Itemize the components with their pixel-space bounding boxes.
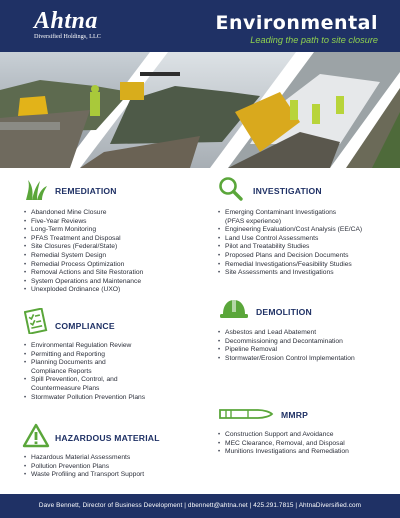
list-item: • Land Use Control Assessments <box>218 235 362 244</box>
photo-banner <box>0 52 400 168</box>
list-item: • Remedial Process Optimization <box>24 261 143 270</box>
warning-icon <box>22 423 50 449</box>
list-item: • Spill Prevention, Control, and <box>24 376 145 385</box>
list-item: • Permitting and Reporting <box>24 351 145 360</box>
list-item: • Engineering Evaluation/Cost Analysis (EE/CA) <box>218 226 362 235</box>
list-item: • Environmental Regulation Review <box>24 342 145 351</box>
list-item: • Abandoned Mine Closure <box>24 209 143 218</box>
demolition-list <box>218 329 355 363</box>
list-item: • MEC Clearance, Removal, and Disposal <box>218 440 349 449</box>
list-item: • Site Closures (Federal/State) <box>24 243 143 252</box>
list-item: • Decommissioning and Decontamination <box>218 338 355 347</box>
company-logo <box>34 9 101 41</box>
list-item: • System Operations and Maintenance <box>24 278 143 287</box>
munition-icon <box>218 407 274 421</box>
investigation-list <box>218 209 362 278</box>
section-title-compliance: COMPLIANCE <box>55 321 115 331</box>
header-bar <box>0 0 400 52</box>
list-item: • Construction Support and Avoidance <box>218 431 349 440</box>
list-item: • Long-Term Monitoring <box>24 226 143 235</box>
remediation-list <box>24 209 143 295</box>
checklist-icon <box>24 308 48 334</box>
list-item: • Stormwater/Erosion Control Implementation <box>218 355 355 364</box>
list-item-continuation: Compliance Reports <box>31 367 92 375</box>
list-item: • Hazardous Material Assessments <box>24 454 144 463</box>
list-item: • Site Assessments and Investigations <box>218 269 362 278</box>
hardhat-icon <box>218 298 250 320</box>
list-item: • Pollution Prevention Plans <box>24 463 144 472</box>
list-item: • Pilot and Treatability Studies <box>218 243 362 252</box>
list-item-continuation: (PFAS experience) <box>225 217 282 225</box>
list-item: • Remedial Investigations/Feasibility Studies <box>218 261 362 270</box>
logo-subtitle: Diversified Holdings, LLC <box>34 33 101 40</box>
list-item: • Remedial System Design <box>24 252 143 261</box>
logo-wordmark: Ahtna <box>34 8 98 34</box>
section-title-hazardous-material: HAZARDOUS MATERIAL <box>55 433 160 443</box>
section-title-mmrp: MMRP <box>281 410 309 420</box>
list-item: • Emerging Contaminant Investigations <box>218 209 362 218</box>
footer-contact-text: Dave Bennett, Director of Business Development | dbennett@ahtna.net | 425.291.7815 | AhtnaDiversified.com <box>38 502 362 509</box>
list-item-continuation: Countermeasure Plans <box>31 384 100 392</box>
list-item: • Stormwater Pollution Prevention Plans <box>24 394 145 403</box>
list-item: • Proposed Plans and Decision Documents <box>218 252 362 261</box>
list-item: • Pipeline Removal <box>218 346 355 355</box>
footer-contact-bar <box>0 494 400 518</box>
list-item: • Unexploded Ordinance (UXO) <box>24 286 143 295</box>
page-tagline: Leading the path to site closure <box>250 35 378 45</box>
magnifier-icon <box>218 176 244 202</box>
list-item: • Removal Actions and Site Restoration <box>24 269 143 278</box>
list-item: • Munitions Investigations and Remediation <box>218 448 349 457</box>
list-item: • Five-Year Reviews <box>24 218 143 227</box>
section-title-demolition: DEMOLITION <box>256 307 312 317</box>
list-item: • PFAS Treatment and Disposal <box>24 235 143 244</box>
section-title-investigation: INVESTIGATION <box>253 186 322 196</box>
mmrp-list <box>218 431 349 457</box>
grass-icon <box>24 178 48 202</box>
compliance-list <box>24 342 145 402</box>
list-item: • Waste Profiling and Transport Support <box>24 471 144 480</box>
section-title-remediation: REMEDIATION <box>55 186 117 196</box>
list-item: • Asbestos and Lead Abatement <box>218 329 355 338</box>
hazardous-material-list <box>24 454 144 480</box>
list-item: • Planning Documents and <box>24 359 145 368</box>
page-title: Environmental <box>215 12 378 34</box>
